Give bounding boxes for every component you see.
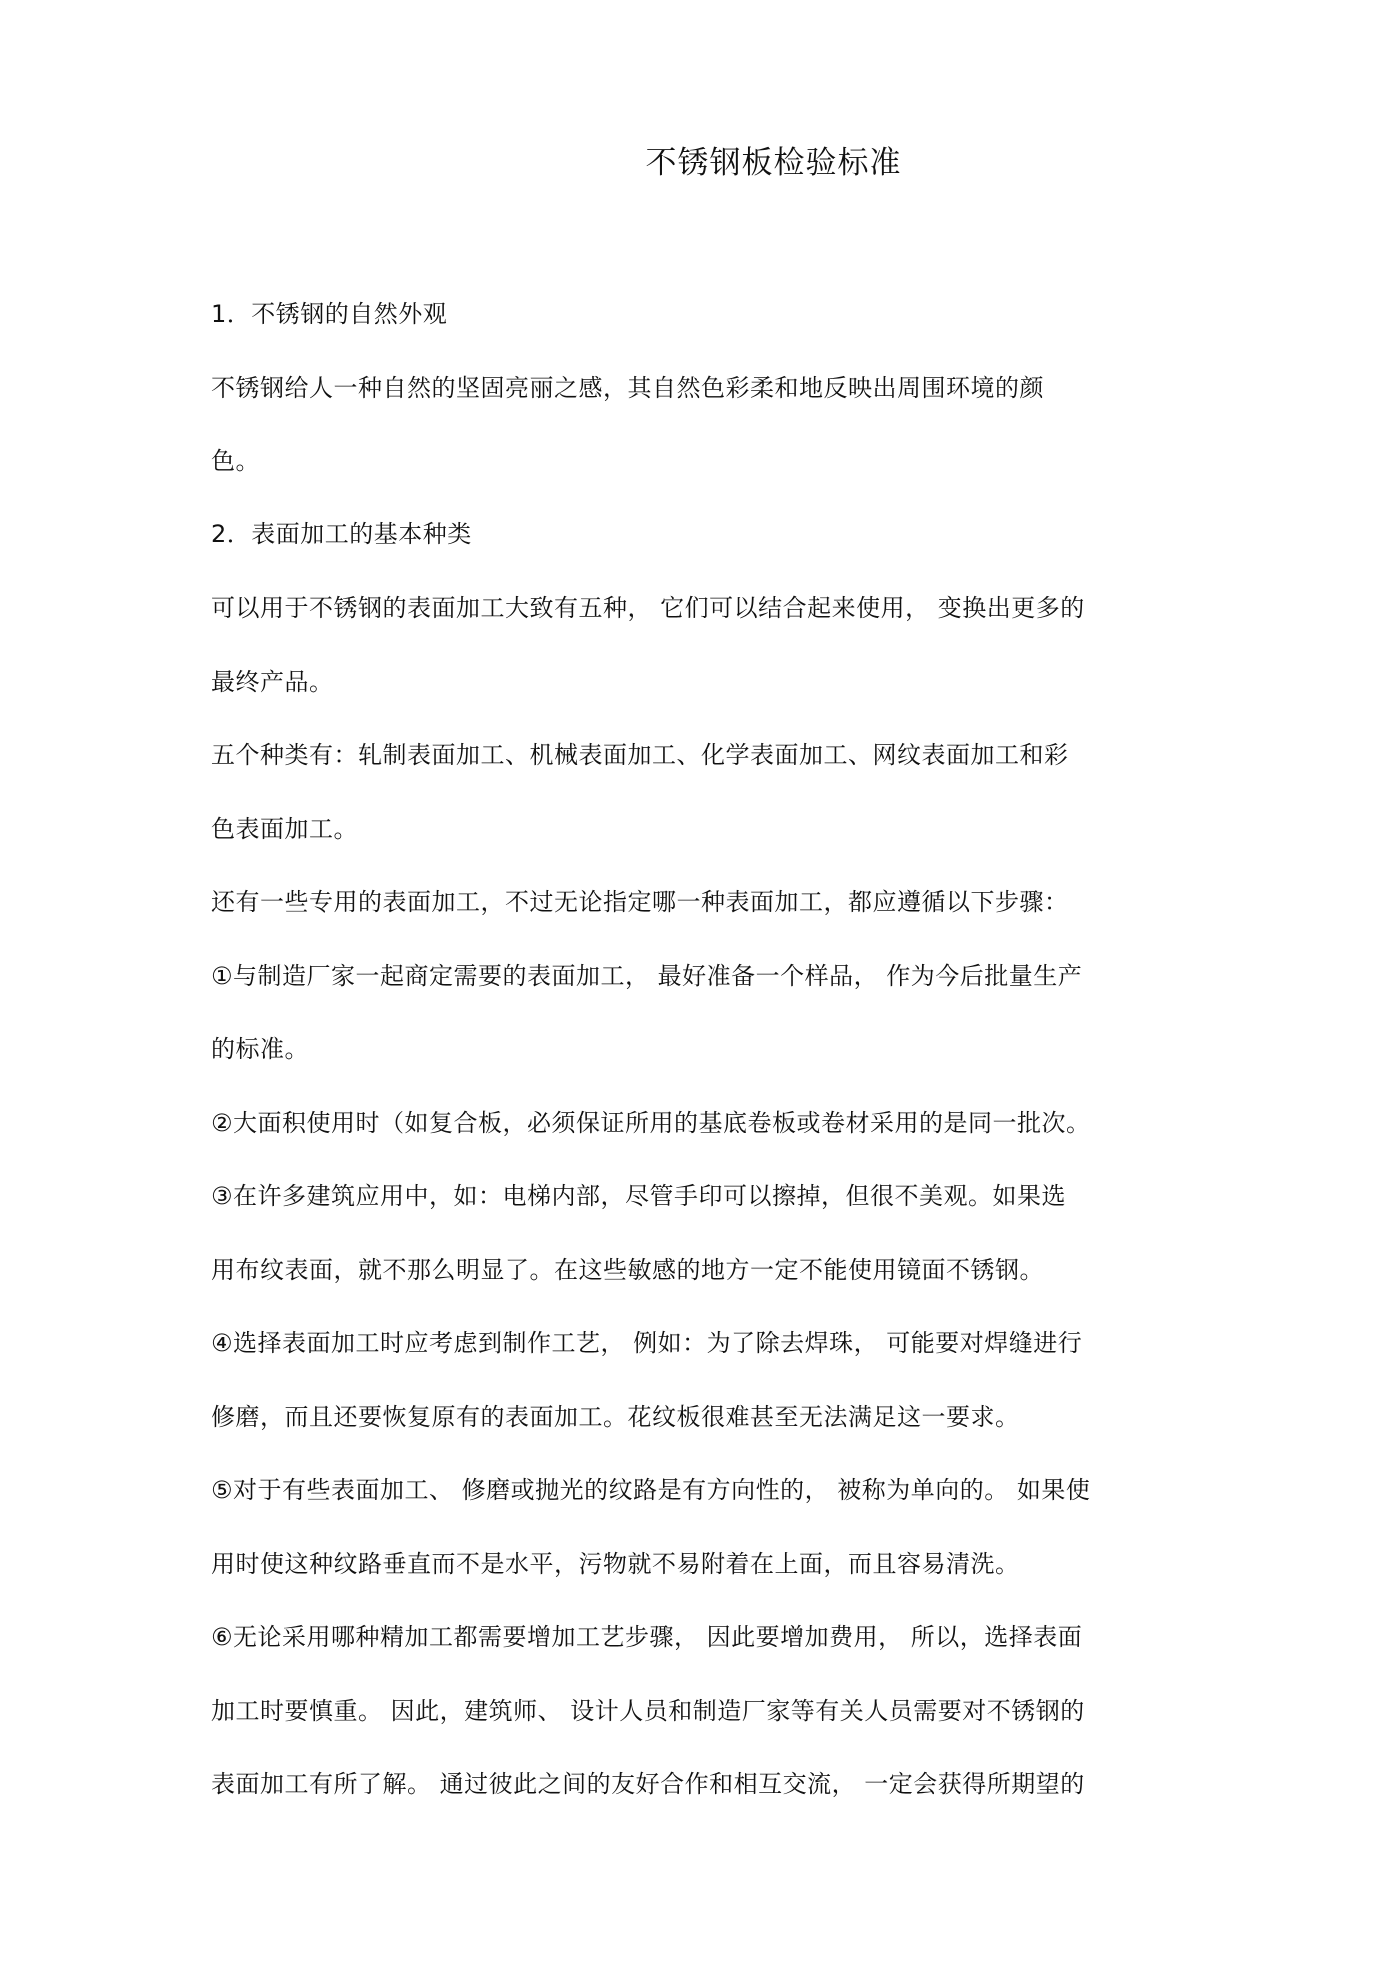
list-item-5: ⑤对于有些表面加工、 修磨或抛光的纹路是有方向性的， 被称为单向的。 如果使 (211, 1476, 1091, 1504)
section-heading-2: 2．表面加工的基本种类 (211, 520, 472, 548)
list-item-2: ②大面积使用时（如复合板，必须保证所用的基底卷板或卷材采用的是同一批次。 (211, 1109, 1091, 1137)
text-line: 用时使这种纹路垂直而不是水平，污物就不易附着在上面，而且容易清洗。 (211, 1550, 1020, 1578)
text-line: 的标准。 (211, 1035, 309, 1063)
text-line: 不锈钢给人一种自然的坚固亮丽之感，其自然色彩柔和地反映出周围环境的颜 (211, 374, 1044, 402)
text-line: 色表面加工。 (211, 815, 358, 843)
document-title: 不锈钢板检验标准 (645, 145, 902, 181)
text-line: 用布纹表面，就不那么明显了。在这些敏感的地方一定不能使用镜面不锈钢。 (211, 1256, 1044, 1284)
text-line: 色。 (211, 447, 260, 475)
text-line: 五个种类有：轧制表面加工、机械表面加工、化学表面加工、网纹表面加工和彩 (211, 741, 1069, 769)
list-item-3: ③在许多建筑应用中，如：电梯内部，尽管手印可以擦掉，但很不美观。如果选 (211, 1182, 1067, 1210)
text-line: 加工时要慎重。 因此，建筑师、 设计人员和制造厂家等有关人员需要对不锈钢的 (211, 1697, 1085, 1725)
list-item-6: ⑥无论采用哪种精加工都需要增加工艺步骤， 因此要增加费用， 所以，选择表面 (211, 1623, 1083, 1651)
text-line: 还有一些专用的表面加工，不过无论指定哪一种表面加工，都应遵循以下步骤： (211, 888, 1069, 916)
list-item-4: ④选择表面加工时应考虑到制作工艺， 例如：为了除去焊珠， 可能要对焊缝进行 (211, 1329, 1083, 1357)
text-line: 修磨，而且还要恢复原有的表面加工。花纹板很难甚至无法满足这一要求。 (211, 1403, 1020, 1431)
text-line: 可以用于不锈钢的表面加工大致有五种， 它们可以结合起来使用， 变换出更多的 (211, 594, 1085, 622)
list-item-1: ①与制造厂家一起商定需要的表面加工， 最好准备一个样品， 作为今后批量生产 (211, 962, 1083, 990)
text-line: 最终产品。 (211, 668, 334, 696)
text-line: 表面加工有所了解。 通过彼此之间的友好合作和相互交流， 一定会获得所期望的 (211, 1770, 1085, 1798)
section-heading-1: 1．不锈钢的自然外观 (211, 300, 448, 328)
